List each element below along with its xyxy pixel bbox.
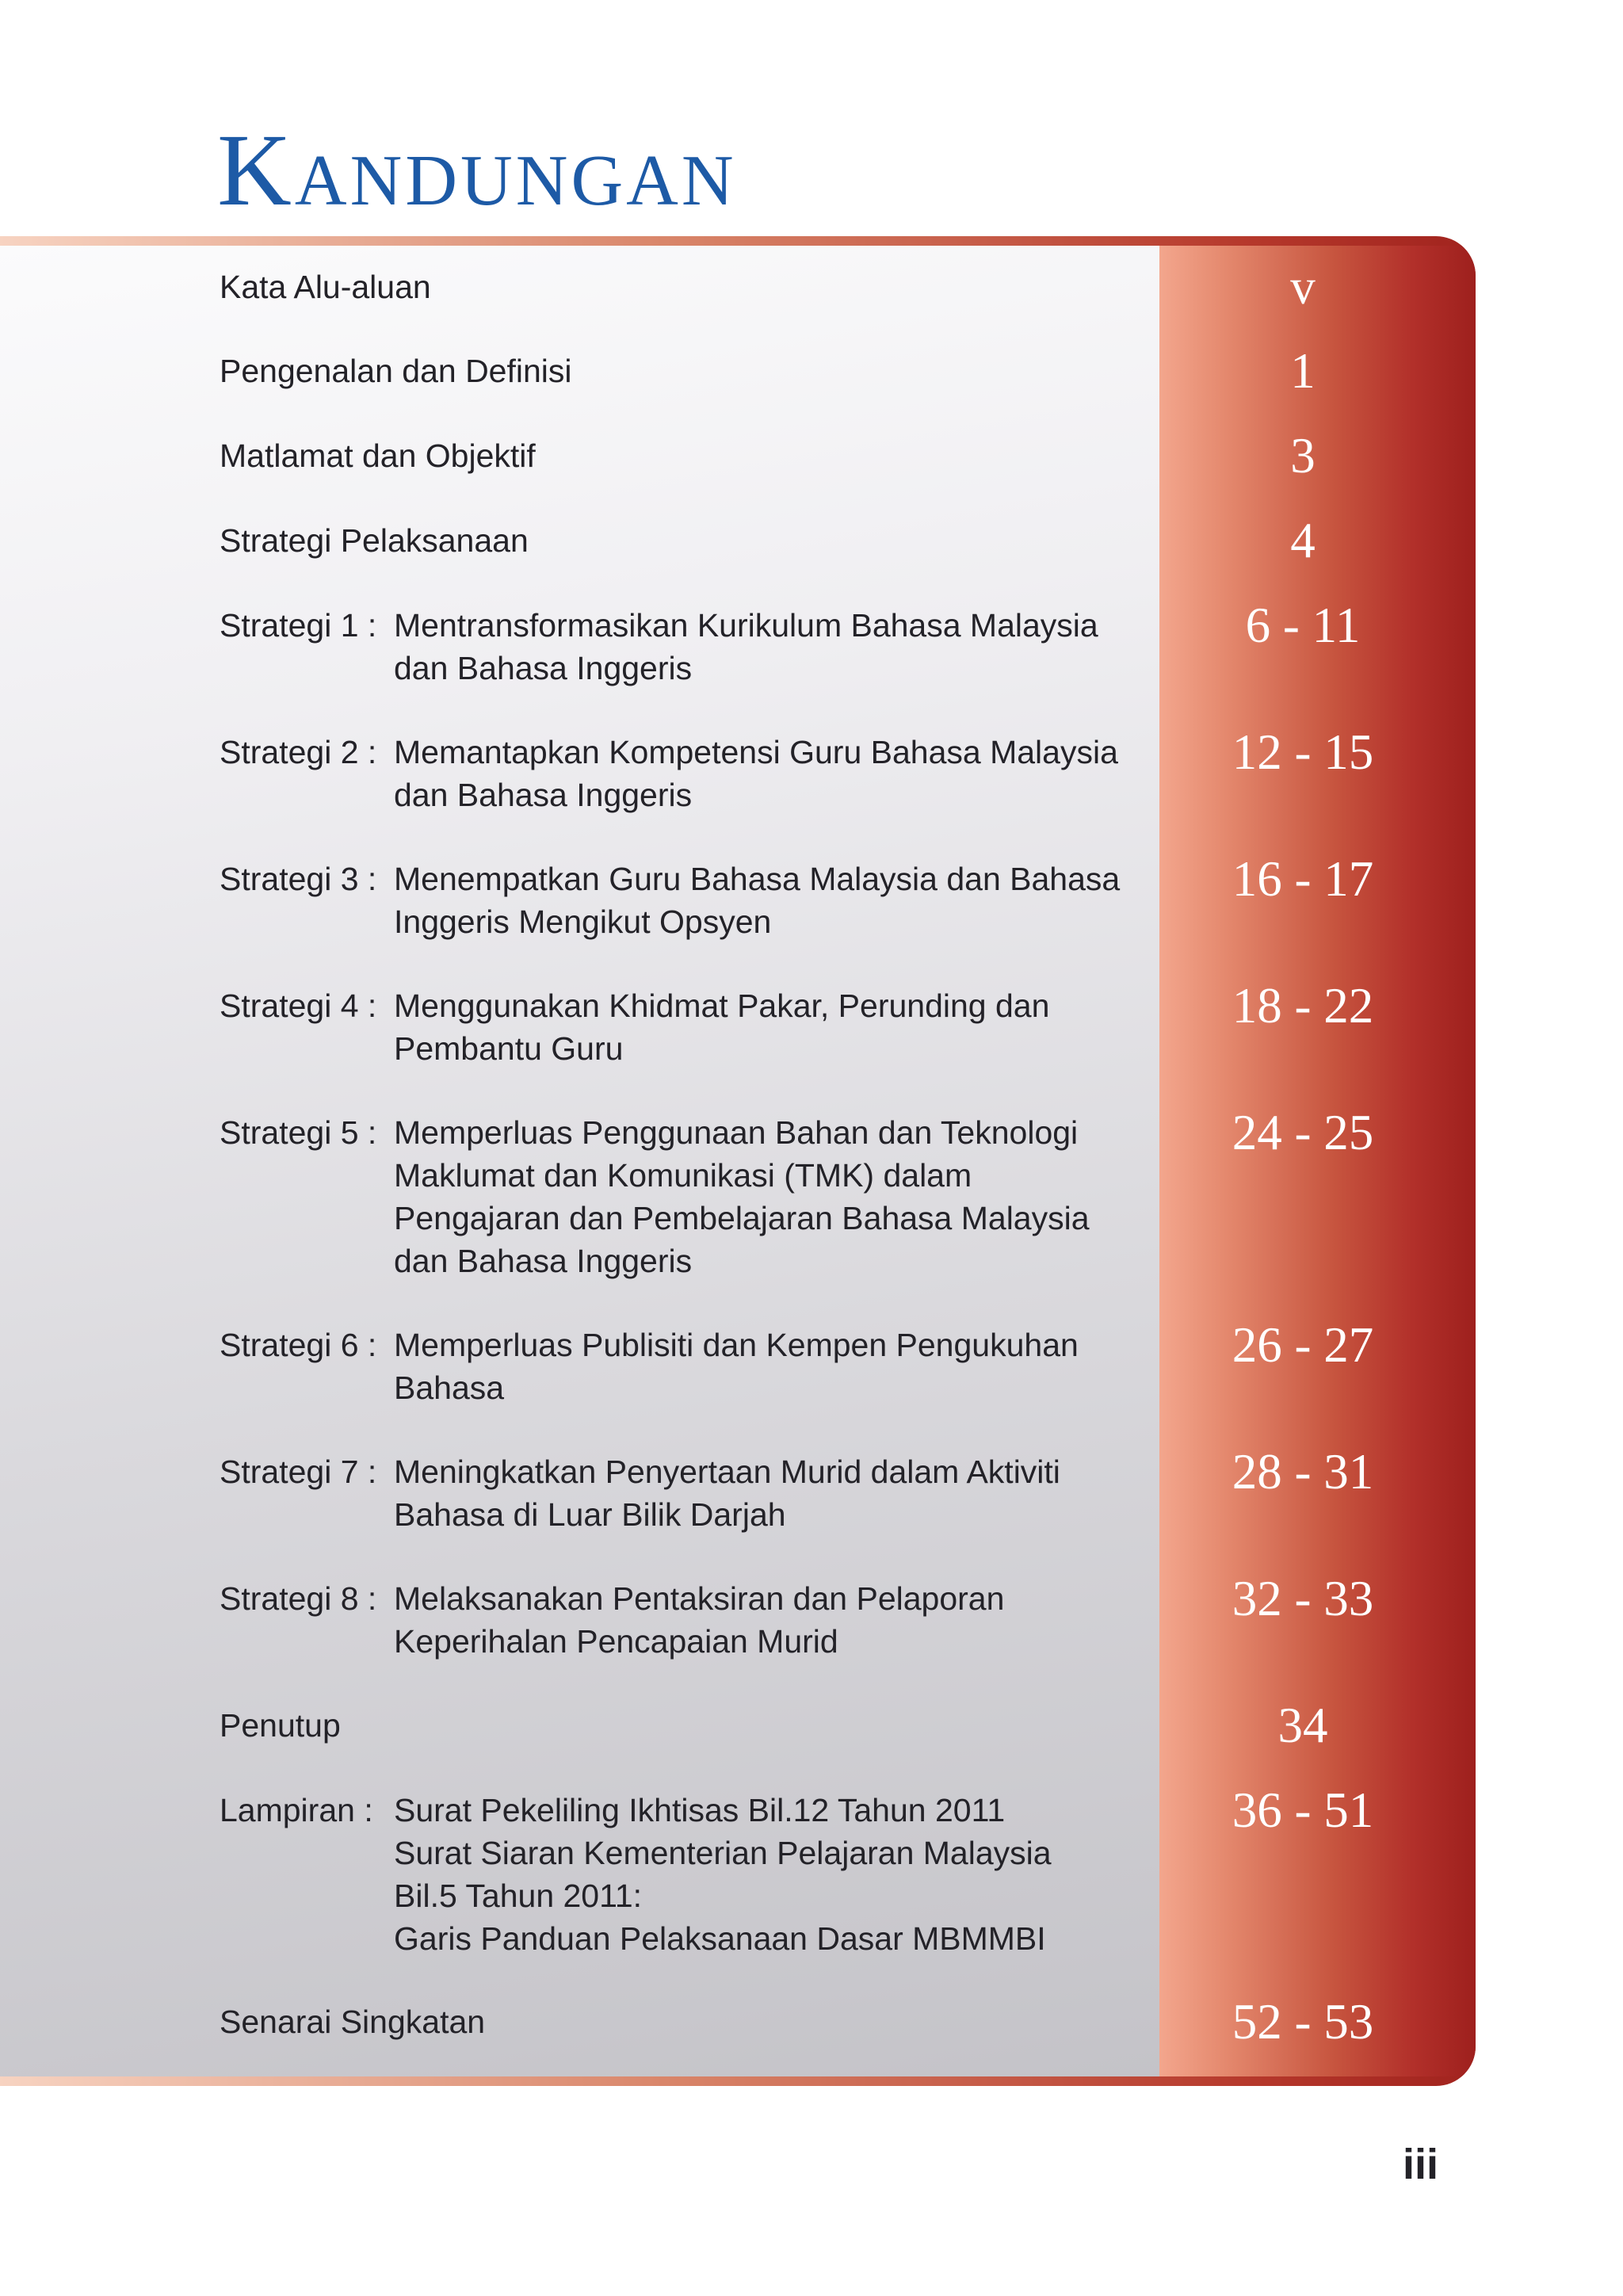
- toc-entry-page-number: 36 - 51: [1232, 1782, 1374, 1838]
- toc-entry-title-line: Surat Siaran Kementerian Pelajaran Malaysia: [394, 1835, 1052, 1871]
- toc-entry-label: Strategi 8 :: [220, 1580, 377, 1617]
- toc-entry-label: Strategi 1 :: [220, 607, 377, 644]
- toc-entry-title: [394, 731, 1139, 816]
- toc-entry-label: Lampiran :: [220, 1792, 373, 1828]
- toc-entry-label: Strategi 2 :: [220, 734, 377, 770]
- toc-entry-title: [394, 858, 1139, 943]
- toc-entry-title-line: Menggunakan Khidmat Pakar, Perunding dan: [394, 988, 1050, 1024]
- toc-entry-page-number: 34: [1277, 1698, 1328, 1753]
- toc-entry-title-line: Inggeris Mengikut Opsyen: [394, 904, 772, 940]
- toc-entry-page-number: 16 - 17: [1232, 851, 1374, 907]
- toc-entry-title: [394, 1577, 1139, 1663]
- toc-entry-title: [394, 1111, 1139, 1282]
- toc-entry-title-line: Menempatkan Guru Bahasa Malaysia dan Bahasa: [394, 861, 1121, 897]
- toc-entry-title: Strategi Pelaksanaan: [220, 522, 529, 559]
- toc-entry-title-line: Bahasa di Luar Bilik Darjah: [394, 1496, 786, 1533]
- toc-entry-page-number: 24 - 25: [1232, 1105, 1374, 1160]
- toc-entry-title-line: dan Bahasa Inggeris: [394, 777, 693, 813]
- toc-entry-title: Penutup: [220, 1707, 341, 1744]
- toc-entry-title-line: dan Bahasa Inggeris: [394, 1243, 693, 1279]
- toc-entry-label: Strategi 5 :: [220, 1114, 377, 1151]
- toc-entry-page-number: 1: [1290, 343, 1316, 399]
- toc-entry-title: [394, 1789, 1139, 1960]
- toc-entry-page-number: 18 - 22: [1232, 978, 1374, 1033]
- toc-entry-page-number: v: [1290, 259, 1316, 315]
- toc-entry-title-line: Memantapkan Kompetensi Guru Bahasa Malaysia: [394, 734, 1118, 770]
- toc-entry-title-line: Melaksanakan Pentaksiran dan Pelaporan: [394, 1580, 1005, 1617]
- page-folio: iii: [1403, 2141, 1439, 2188]
- toc-entry-title: Matlamat dan Objektif: [220, 437, 536, 474]
- toc-entry-title-line: Surat Pekeliling Ikhtisas Bil.12 Tahun 2011: [394, 1792, 1006, 1828]
- toc-entry-page-number: 12 - 15: [1232, 724, 1374, 780]
- toc-entry-title-line: Bil.5 Tahun 2011:: [394, 1878, 643, 1914]
- toc-entry-page-number: 3: [1290, 428, 1316, 483]
- toc-entry-title-line: dan Bahasa Inggeris: [394, 650, 693, 686]
- toc-entry-page-number: 52 - 53: [1232, 1994, 1374, 2050]
- toc-entry-title: Pengenalan dan Definisi: [220, 353, 572, 389]
- toc-entry-title: [394, 604, 1139, 690]
- page-title: Kandungan: [217, 113, 737, 227]
- toc-entry-page-number: 26 - 27: [1232, 1317, 1374, 1373]
- toc-entry-label: Strategi 3 :: [220, 861, 377, 897]
- toc-entry-title: [394, 984, 1139, 1070]
- toc-entry-title: Senarai Singkatan: [220, 2004, 486, 2040]
- toc-entry-title-line: Bahasa: [394, 1370, 505, 1406]
- toc-entry-title: [394, 1324, 1139, 1409]
- toc-entry-page-number: 32 - 33: [1232, 1571, 1374, 1626]
- toc-entry-label: Strategi 4 :: [220, 988, 377, 1024]
- toc-entry-title-line: Maklumat dan Komunikasi (TMK) dalam: [394, 1157, 972, 1194]
- toc-entry-title-line: Meningkatkan Penyertaan Murid dalam Aktiviti: [394, 1454, 1060, 1490]
- toc-entry-label: Strategi 7 :: [220, 1454, 377, 1490]
- toc-entry-title-line: Pembantu Guru: [394, 1030, 624, 1067]
- toc-entry-title: [394, 1450, 1139, 1536]
- toc-entry-title: Kata Alu-aluan: [220, 269, 431, 305]
- toc-entry-title-line: Memperluas Penggunaan Bahan dan Teknologi: [394, 1114, 1079, 1151]
- toc-entry-page-number: 6 - 11: [1245, 598, 1361, 653]
- toc-entry-title-line: Garis Panduan Pelaksanaan Dasar MBMMBI: [394, 1920, 1046, 1957]
- toc-entry-page-number: 28 - 31: [1232, 1444, 1374, 1499]
- toc-entry-page-number: 4: [1290, 513, 1316, 568]
- toc-entry-title-line: Keperihalan Pencapaian Murid: [394, 1623, 838, 1660]
- toc-entry-title-line: Mentransformasikan Kurikulum Bahasa Malaysia: [394, 607, 1098, 644]
- toc-entry-title-line: Pengajaran dan Pembelajaran Bahasa Malaysia: [394, 1200, 1090, 1236]
- toc-entry-title-line: Memperluas Publisiti dan Kempen Pengukuhan: [394, 1327, 1079, 1363]
- toc-entry-label: Strategi 6 :: [220, 1327, 377, 1363]
